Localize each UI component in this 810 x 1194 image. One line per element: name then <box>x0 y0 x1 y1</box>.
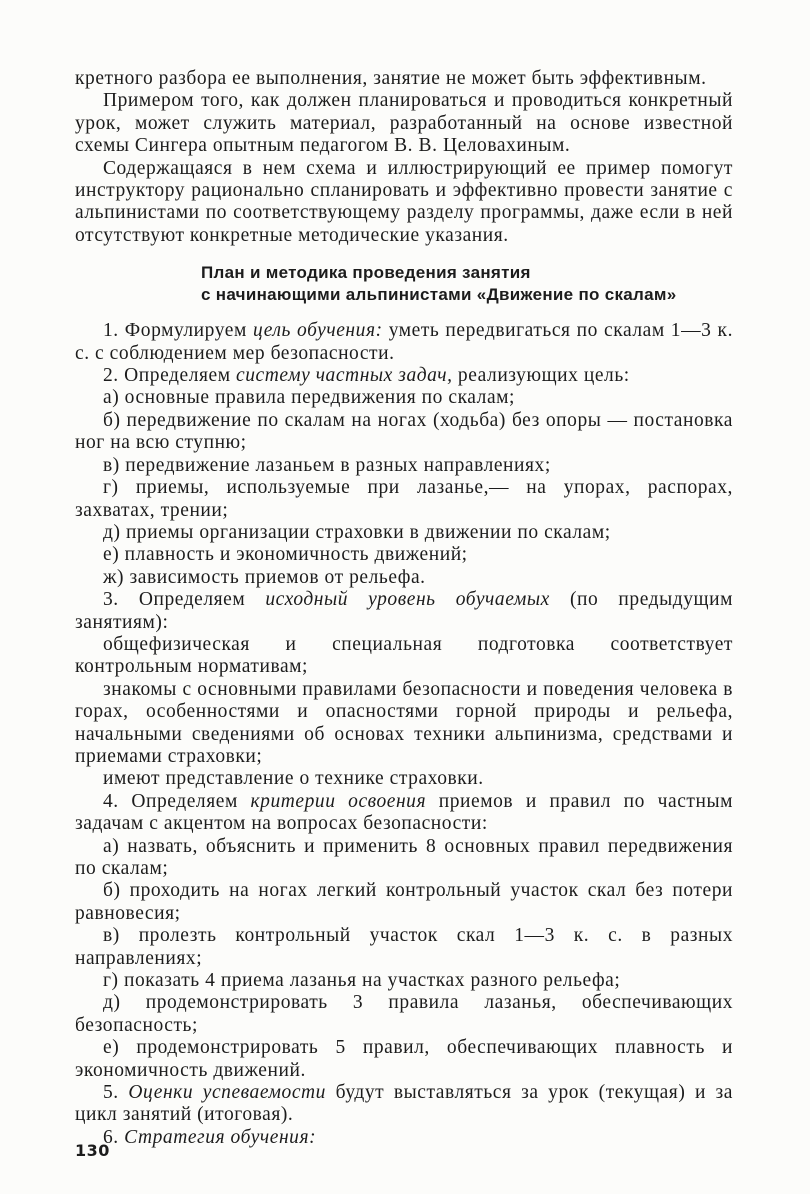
step-5-grading <box>75 1082 733 1127</box>
list-item: в) пролезть контрольный участок скал 1—3 к. с. в разных направлениях; <box>75 925 733 969</box>
list-item: д) приемы организации страховки в движении по скалам; <box>103 521 611 543</box>
page-body <box>75 68 733 1149</box>
step-3-prefix: 3. Определяем <box>103 589 266 611</box>
step-1-prefix: 1. Формулируем <box>103 320 253 342</box>
section-heading <box>201 262 733 306</box>
step-1-text: уметь передвигаться по скалам 1—3 к. с. с соблюдением мер безопасности. <box>75 320 733 364</box>
step-2-term: систему частных задач, <box>236 365 453 387</box>
step-1-term: цель обучения: <box>252 320 383 342</box>
page-number: 130 <box>75 1141 110 1160</box>
list-item: в) передвижение лазаньем в разных направлениях; <box>103 454 551 476</box>
list-item: имеют представление о технике страховки. <box>103 768 484 790</box>
step-4-text: приемов и правил по частным задачам с акцентом на вопросах безопасности: <box>75 790 734 835</box>
step-4-prefix: 4. Определяем <box>103 790 251 812</box>
step-2-text: реализующих цель: <box>452 365 630 387</box>
step-5-prefix: 5. <box>103 1082 129 1104</box>
list-item: а) основные правила передвижения по скалам; <box>103 387 516 409</box>
step-4-criteria <box>75 791 733 836</box>
list-item: знакомы с основными правилами безопасности и поведения человека в горах, особенностями и опасностями горной природы и рельефа, начальными сведениями об основах техники альпинизма, средствами и приемами страховки; <box>75 678 733 767</box>
list-item: общефизическая и специальная подготовка соответствует контрольным нормативам; <box>75 633 733 678</box>
step-6-term: Стратегия обучения: <box>124 1126 317 1148</box>
list-item: е) продемонстрировать 5 правил, обеспечивающих плавность и экономичность движений. <box>75 1037 733 1081</box>
step-2-tasks <box>75 365 733 387</box>
section-heading-line-2: с начинающими альпинистами «Движение по скалам» <box>201 285 677 305</box>
step-3-initial-level <box>75 589 733 634</box>
list-item: г) показать 4 приема лазанья на участках разного рельефа; <box>103 970 621 992</box>
section-heading-line-1: План и методика проведения занятия <box>201 263 531 283</box>
list-item: б) проходить на ногах легкий контрольный участок скал без потери равновесия; <box>75 880 733 924</box>
step-1-goal <box>75 320 733 365</box>
step-5-text: будут выставляться за урок (текущая) и за цикл занятий (итоговая). <box>75 1082 733 1126</box>
list-item: ж) зависимость приемов от рельефа. <box>103 566 426 588</box>
list-item: е) плавность и экономичность движений; <box>103 544 468 566</box>
step-6-prefix: 6. <box>103 1126 125 1148</box>
step-3-term: исходный уровень обучаемых <box>265 589 550 611</box>
paragraph-intro-continuation: кретного разбора ее выполнения, занятие не может быть эффективным. <box>75 68 707 89</box>
step-4-term: критерии освоения <box>250 790 427 812</box>
paragraph-example: Примером того, как должен планироваться и проводиться конкретный урок, может служить материал, разработанный на основе известной схемы Сингера опытным педагогом В. В. Целовахиным. <box>75 90 733 157</box>
step-5-term: Оценки успеваемости <box>128 1082 326 1104</box>
step-3-text: (по предыдущим занятиям): <box>75 589 733 633</box>
step-6-strategy <box>75 1127 733 1149</box>
paragraph-scheme: Содержащаяся в нем схема и иллюстрирующий ее пример помогут инструктору рационально спланировать и эффективно провести занятие с альпинистами по соответствующему разделу программы, даже если в ней отсутствуют конкретные методические указания. <box>75 157 733 246</box>
list-item: д) продемонстрировать 3 правила лазанья, обеспечивающих безопасность; <box>75 992 733 1036</box>
list-item: г) приемы, используемые при лазанье,— на упорах, распорах, захватах, трении; <box>75 477 733 521</box>
step-2-prefix: 2. Определяем <box>103 365 237 387</box>
list-item: б) передвижение по скалам на ногах (ходьба) без опоры — постановка ног на всю ступню; <box>75 409 733 454</box>
list-item: а) назвать, объяснить и применить 8 основных правил передвижения по скалам; <box>75 835 733 879</box>
